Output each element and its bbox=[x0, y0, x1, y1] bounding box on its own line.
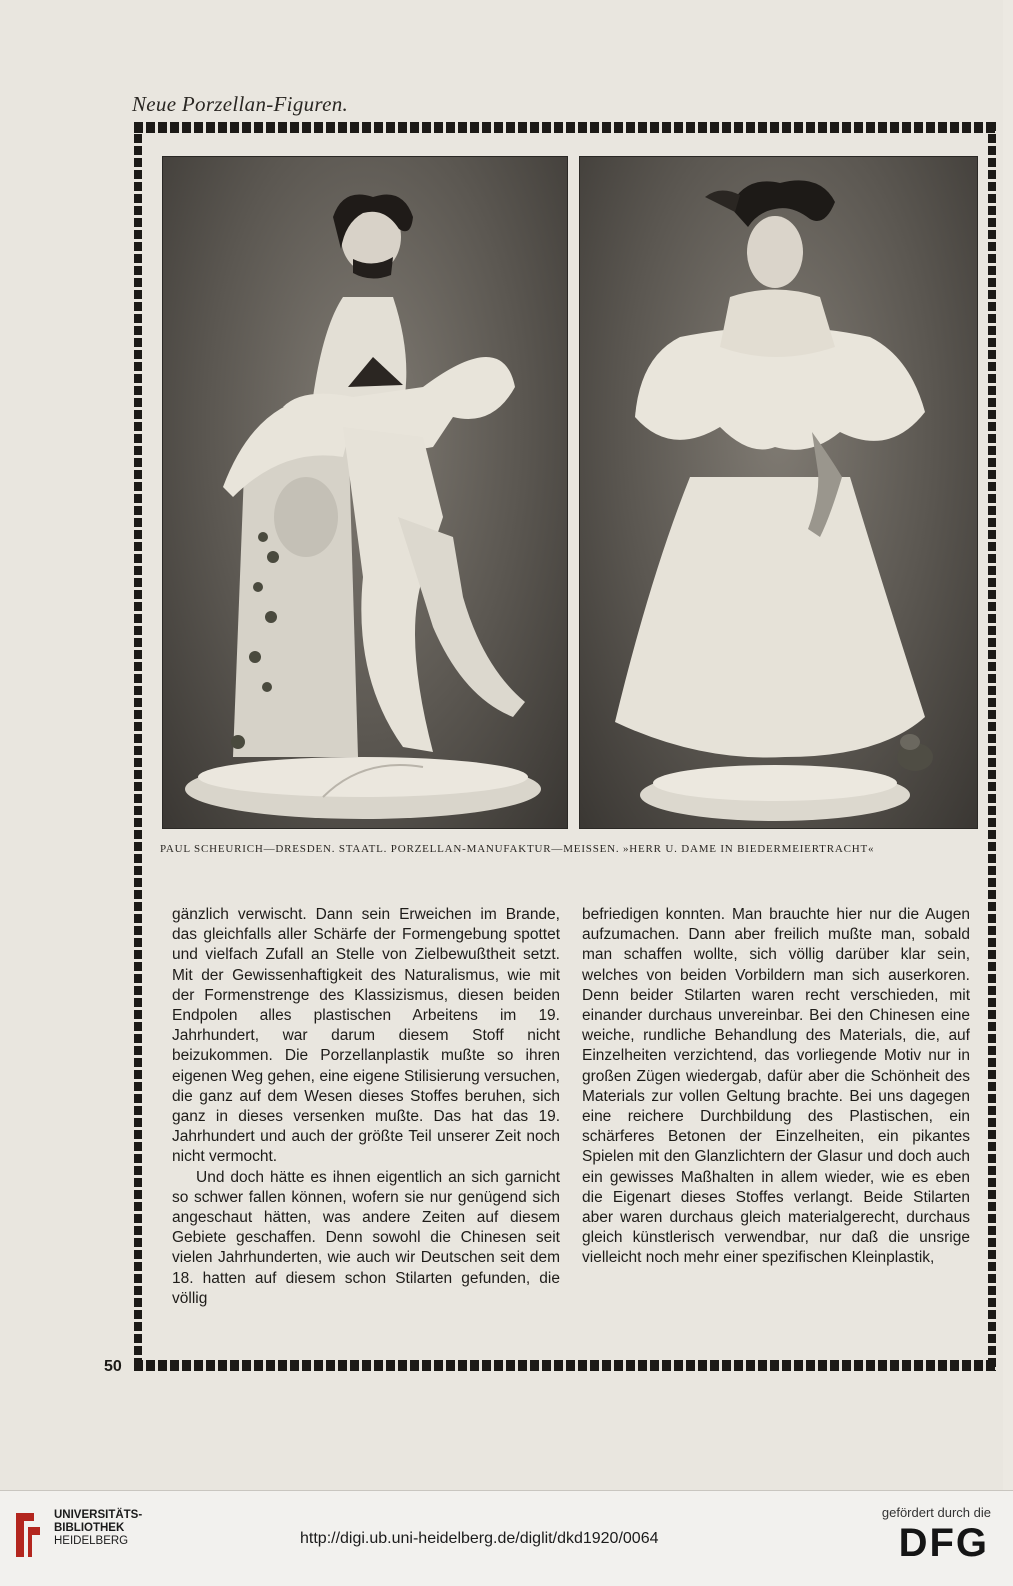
paragraph: gänzlich verwischt. Dann sein Erweichen im Brande, das gleichfalls aller Schärfe der Formengebung spottet und vielfach Zufall an Stelle von Zielbewußtheit setzt. Mit der Gewissenhaftigkeit des Naturalismus, wie mit der Formenstrenge des Klassizismus, diesen beiden Endpolen alles plastischen Arbeitens im 19. Jahrhundert, war darum diesem Stoff nicht beizukommen. Die Porzellanplastik mußte so ihren eigenen Weg gehen, eine eigene Stilisierung versuchen, die ganz auf dem Wesen dieses Stoffes beruhen, sich ganz in dieses versenken mußte. Das hat das 19. Jahrhundert und auch der größte Teil unserer Zeit noch nicht vermocht. bbox=[172, 906, 560, 1166]
paragraph: befriedigen konnten. Man brauchte hier nur die Augen aufzumachen. Dann aber freilich mußte man, sobald man schaffen wollte, sich völlig darüber klar sein, welches von beiden Vorbildern man sich auserkoren. Denn beider Stilarten waren recht verschieden, mit einander durchaus unvereinbar. Bei den Chinesen eine weiche, rundliche Behandlung des Materials, die, auf Einzelheiten verzichtend, das vorliegende Motiv nur in großen Zügen wiedergab, dafür aber die Schönheit des Materials zur vollen Geltung brachte. Bei uns dagegen eine reichere Durchbildung des Plastischen, ein schärferes Betonen der Einzelheiten, ein pikantes Spielen mit den Glanzlichtern der Glasur und doch auch ein gewisses Maßhalten in allem wieder, wie es eben die Eigenart dieses Stoffes verlangt. Beide Stilarten aber waren durchaus gleich materialgerecht, durchaus gleich künstlerisch verwendbar, nur daß die unsrige vielleicht noch mehr einer spezifischen Kleinplastik, bbox=[582, 906, 970, 1267]
gentleman-figure-illustration bbox=[163, 157, 567, 828]
running-head: Neue Porzellan-Figuren. bbox=[132, 92, 349, 116]
dfg-logo: DFG bbox=[898, 1521, 989, 1565]
paragraph: Und doch hätte es ihnen eigentlich an sich garnicht so schwer fallen können, wofern sie nur genügend sich angeschaut hätten, was andere Zeiten auf diesem Gebiete geschaffen. Denn sowohl die Chinesen seit vielen Jahrhunderten, wie auch wir Deutschen seit dem 18. hatten auf diesem schon Stilarten gefunden, die völlig bbox=[172, 1168, 560, 1307]
permalink-url[interactable]: http://digi.ub.uni-heidelberg.de/diglit/dkd1920/0064 bbox=[300, 1530, 659, 1547]
university-library-logo-icon bbox=[10, 1507, 46, 1563]
ornamental-border-bottom bbox=[134, 1360, 996, 1371]
lady-figure-illustration bbox=[580, 157, 977, 828]
ornamental-border-top bbox=[134, 122, 996, 133]
photo-lady-figure bbox=[579, 156, 978, 829]
institution-name: UNIVERSITÄTS- BIBLIOTHEK HEIDELBERG bbox=[54, 1509, 143, 1547]
digitization-footer bbox=[0, 1490, 1013, 1586]
ornamental-border-left bbox=[134, 122, 142, 1371]
text-column-right bbox=[582, 905, 970, 1269]
ornamental-border-right bbox=[988, 122, 996, 1371]
figure-caption: PAUL SCHEURICH—DRESDEN. STAATL. PORZELLAN-MANUFAKTUR—MEISSEN. »HERR U. DAME IN BIEDERMEIERTRACHT« bbox=[160, 843, 875, 855]
text-column-left bbox=[172, 905, 560, 1309]
photo-gentleman-figure bbox=[162, 156, 568, 829]
page-number: 50 bbox=[104, 1358, 122, 1375]
funded-by-label: gefördert durch die bbox=[881, 1505, 991, 1520]
